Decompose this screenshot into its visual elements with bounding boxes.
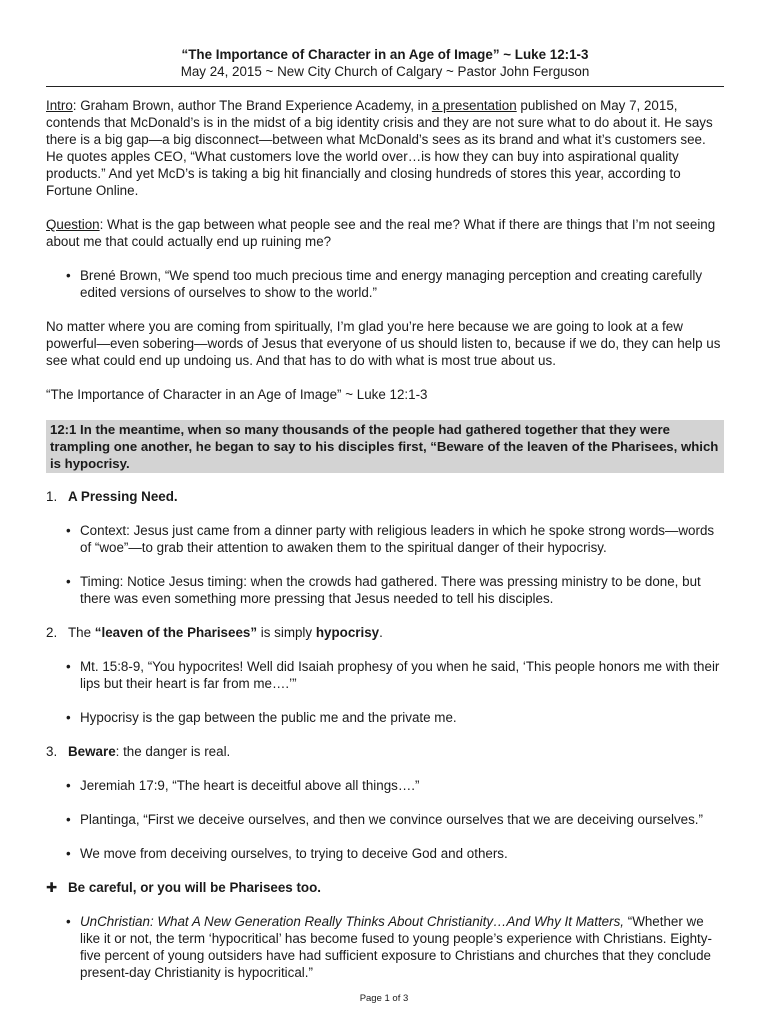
unchristian-bullet <box>46 913 724 981</box>
point-1-bullet-1 <box>46 522 724 556</box>
point-1-bullet-2 <box>46 573 724 607</box>
unchristian-quote: “Whether we like it or not, the term ‘hypocritical’ has become fused to young people’s experience with Christians. Eighty-five percent of young outsiders have had sufficient exposure to Christians and churches that they conclude present-day Christianity is hypocritical.” <box>80 914 712 980</box>
point-3-number: 3. <box>46 744 58 759</box>
point-3 <box>46 743 724 760</box>
point-2-bold-2: hypocrisy <box>315 625 380 640</box>
point-3-rest: : the danger is real. <box>115 744 231 759</box>
intro-text-a: : Graham Brown, author The Brand Experience Academy, in <box>72 98 432 113</box>
bullet-icon: • <box>66 574 71 589</box>
page-number: Page 1 of 3 <box>359 993 409 1004</box>
title-repeat: “The Importance of Character in an Age of Image” ~ Luke 12:1-3 <box>46 387 428 402</box>
point-1-title: A Pressing Need. <box>68 489 178 504</box>
deceiving-text: We move from deceiving ourselves, to trying to deceive God and others. <box>80 846 508 861</box>
point-2-mid: is simply <box>257 625 316 640</box>
intro-paragraph <box>46 97 724 199</box>
brene-bullet <box>46 267 724 301</box>
point-1 <box>46 488 724 505</box>
point-2-bold-1: “leaven of the Pharisees” <box>94 625 258 640</box>
intro-text-b: published on May 7, 2015, contends that McDonald’s is in the midst of a big identity crisis and they are not sure what to do about it. He says there is a big gap—a big disconnect—between what McDonald’s sees as its brand and what it’s customers see. He quotes apples CEO, “What customers love the world over…is how they can buy into aspirational quality products.” And yet McD’s is taking a big hit financially and closing hundreds of stores this year, according to Fortune Online. <box>46 98 713 198</box>
bullet-icon: • <box>66 659 71 674</box>
bullet-icon: • <box>66 778 71 793</box>
bullet-icon: • <box>66 914 71 929</box>
bullet-icon: • <box>66 812 71 827</box>
no-matter-paragraph: No matter where you are coming from spiritually, I’m glad you’re here because we are going to look at a few powerful—even sobering—words of Jesus that everyone of us should listen to, because if we do, they can help us see what could end up undoing us. And that has to do with what is most true about us. <box>46 319 721 368</box>
bullet-icon: • <box>66 268 71 283</box>
hypocrisy-definition: Hypocrisy is the gap between the public me and the private me. <box>80 710 457 725</box>
sermon-title: “The Importance of Character in an Age of Image” ~ Luke 12:1-3 <box>181 47 589 62</box>
point-3-bullet-2 <box>46 811 724 828</box>
document-header <box>46 46 724 80</box>
bullet-icon: • <box>66 523 71 538</box>
document-page <box>46 46 724 998</box>
header-divider <box>46 86 724 87</box>
unchristian-book-title: UnChristian: What A New Generation Really Thinks About Christianity…And Why It Matters, <box>80 914 625 929</box>
careful-heading <box>46 879 724 896</box>
question-text: : What is the gap between what people see and the real me? What if there are things that I’m not seeing about me that could actually end up ruining me? <box>46 217 716 249</box>
question-paragraph <box>46 216 724 250</box>
point-2-pre: The <box>68 625 95 640</box>
point-2-bullet-2 <box>46 709 724 726</box>
matthew-quote: Mt. 15:8-9, “You hypocrites! Well did Isaiah prophesy of you when he said, ‘This people honors me with their lips but their heart is far from me….’” <box>80 659 720 691</box>
point-2-bullet-1 <box>46 658 724 692</box>
cross-icon: ✚ <box>46 880 58 895</box>
brene-quote: Brené Brown, “We spend too much precious time and energy managing perception and creating carefully edited versions of ourselves to show to the world.” <box>80 268 703 300</box>
presentation-link[interactable]: a presentation <box>431 98 517 113</box>
point-3-bullet-3 <box>46 845 724 862</box>
sermon-subtitle: May 24, 2015 ~ New City Church of Calgary ~ Pastor John Ferguson <box>180 64 590 79</box>
careful-text: Be careful, or you will be Pharisees too. <box>68 880 322 895</box>
intro-label: Intro <box>46 98 73 113</box>
point-2-number: 2. <box>46 625 58 640</box>
verse-highlight: 12:1 In the meantime, when so many thousands of the people had gathered together that they were trampling one another, he began to say to his disciples first, “Beware of the leaven of the Pharisees, which is hypocrisy. <box>46 420 724 473</box>
point-2-post: . <box>379 625 383 640</box>
question-label: Question <box>46 217 100 232</box>
context-text: Context: Jesus just came from a dinner party with religious leaders in which he spoke strong words—words of “woe”—to grab their attention to awaken them to the spiritual danger of their hypocrisy. <box>80 523 715 555</box>
point-1-number: 1. <box>46 489 58 504</box>
bullet-icon: • <box>66 846 71 861</box>
timing-text: Timing: Notice Jesus timing: when the crowds had gathered. There was pressing ministry to be done, but there was even something more pressing that Jesus needed to tell his disciples. <box>80 574 701 606</box>
point-2 <box>46 624 724 641</box>
point-3-bullet-1 <box>46 777 724 794</box>
bullet-icon: • <box>66 710 71 725</box>
jeremiah-quote: Jeremiah 17:9, “The heart is deceitful above all things….” <box>80 778 420 793</box>
plantinga-quote: Plantinga, “First we deceive ourselves, and then we convince ourselves that we are deceiving ourselves.” <box>80 812 703 827</box>
point-3-bold: Beware <box>68 744 116 759</box>
